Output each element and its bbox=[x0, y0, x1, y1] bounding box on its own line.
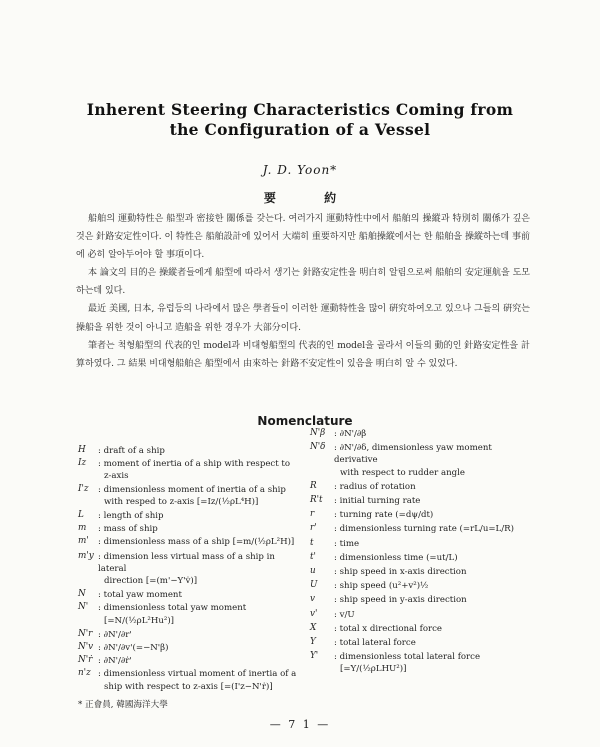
nomenclature-left-column bbox=[78, 445, 303, 694]
nomenclature-definition bbox=[334, 580, 535, 592]
definition-line: : dimensionless mass of a ship [=m/(½ρL²H)] bbox=[98, 537, 295, 548]
nomenclature-definition bbox=[334, 566, 535, 578]
nomenclature-entry bbox=[78, 589, 303, 601]
definition-line: : ∂N'/∂ṙ' bbox=[98, 656, 132, 667]
definition-line: [=Y/(½ρLHU²)] bbox=[340, 664, 407, 675]
nomenclature-entry bbox=[78, 458, 303, 482]
nomenclature-entry bbox=[78, 629, 303, 641]
definition-line: : radius of rotation bbox=[334, 481, 416, 492]
definition-line: with resped to z-axis [=Iz/(½ρL⁴H)] bbox=[104, 496, 259, 507]
nomenclature-symbol: N'r bbox=[78, 628, 93, 639]
page-number: — 7 1 — bbox=[269, 718, 331, 731]
paper-title-line-2: the Configuration of a Vessel bbox=[169, 120, 431, 139]
nomenclature-definition bbox=[334, 428, 535, 440]
nomenclature-definition bbox=[334, 651, 535, 675]
definition-line: : total x directional force bbox=[334, 623, 443, 634]
nomenclature-symbol: v' bbox=[310, 608, 318, 619]
nomenclature-definition bbox=[98, 536, 303, 548]
nomenclature-symbol: Y bbox=[310, 637, 316, 648]
nomenclature-definition bbox=[98, 445, 303, 457]
definition-line: : dimensionless time (=ut/L) bbox=[334, 552, 458, 563]
nomenclature-symbol: H bbox=[78, 445, 86, 455]
definition-line: : time bbox=[334, 538, 360, 549]
abstract-paragraph: 本 論文의 目的은 操縱者들에게 船型에 따라서 생기는 針路安定性을 明白히 알림으로써 船舶의 安定運航을 도모하는데 있다. bbox=[76, 268, 530, 297]
nomenclature-definition bbox=[98, 589, 303, 601]
nomenclature-symbol: r' bbox=[310, 523, 317, 534]
definition-line: : mass of ship bbox=[98, 524, 158, 535]
nomenclature-definition bbox=[334, 481, 535, 493]
definition-line: z-axis bbox=[104, 471, 129, 482]
nomenclature-definition bbox=[98, 655, 303, 667]
nomenclature-definition bbox=[98, 642, 303, 654]
nomenclature-symbol: N' bbox=[78, 602, 89, 613]
definition-line: : initial turning rate bbox=[334, 496, 421, 507]
definition-line: : draft of a ship bbox=[98, 446, 165, 456]
nomenclature-entry bbox=[310, 509, 535, 521]
nomenclature-entry bbox=[78, 523, 303, 535]
definition-line: : dimensionless total yaw moment bbox=[98, 603, 247, 614]
nomenclature-right-column bbox=[310, 428, 535, 678]
definition-line: : ship speed in y-axis direction bbox=[334, 595, 467, 606]
definition-line: : total yaw moment bbox=[98, 590, 182, 601]
nomenclature-definition bbox=[334, 552, 535, 564]
nomenclature-entry bbox=[310, 481, 535, 493]
nomenclature-symbol: L bbox=[78, 510, 84, 521]
definition-line: : length of ship bbox=[98, 511, 164, 522]
nomenclature-symbol: v bbox=[310, 594, 315, 605]
nomenclature-symbol: N bbox=[78, 589, 86, 600]
nomenclature-entry bbox=[310, 442, 535, 479]
nomenclature-definition bbox=[334, 609, 535, 621]
nomenclature-entry bbox=[78, 510, 303, 522]
author-affiliation-footnote: * 正會員, 韓國海洋大學 bbox=[78, 700, 168, 710]
definition-line: : ∂N'/∂β bbox=[334, 429, 367, 439]
abstract-body bbox=[76, 210, 530, 373]
author-name: J. D. Yoon* bbox=[262, 163, 338, 177]
nomenclature-definition bbox=[98, 551, 303, 588]
nomenclature-definition bbox=[98, 510, 303, 522]
definition-line: : dimensionless turning rate (=rL/u=L/R) bbox=[334, 524, 514, 535]
abstract-paragraph: 筆者는 척형船型의 代表的인 model과 비대형船型의 代表的인 model을 골라서 이들의 動的인 針路安定性을 計算하였다. 그 結果 비대형船舶은 船型에서 由來하는 針路不安定性이 있음을 明白히 알 수 있었다. bbox=[76, 340, 530, 369]
definition-line: : ship speed (u²+v²)½ bbox=[334, 581, 429, 592]
nomenclature-definition bbox=[334, 594, 535, 606]
nomenclature-definition bbox=[98, 484, 303, 508]
definition-line: : dimension less virtual mass of a ship in lateral bbox=[98, 551, 275, 574]
definition-line: ship with respect to z-axis [=(I'z−N'ṙ)] bbox=[104, 681, 273, 692]
nomenclature-entry bbox=[310, 623, 535, 635]
nomenclature-entry bbox=[310, 594, 535, 606]
nomenclature-heading: Nomenclature bbox=[257, 414, 353, 428]
nomenclature-symbol: R't bbox=[310, 495, 323, 506]
nomenclature-symbol: t bbox=[310, 537, 314, 548]
nomenclature-definition bbox=[98, 602, 303, 626]
nomenclature-entry bbox=[310, 651, 535, 675]
definition-line: : ∂N'/∂r' bbox=[98, 629, 132, 640]
definition-line: : v/U bbox=[334, 609, 355, 620]
nomenclature-entry bbox=[78, 668, 303, 692]
nomenclature-entry bbox=[78, 602, 303, 626]
nomenclature-definition bbox=[334, 623, 535, 635]
nomenclature-entry bbox=[78, 484, 303, 508]
nomenclature-symbol: t' bbox=[310, 551, 316, 562]
nomenclature-symbol: u bbox=[310, 566, 316, 577]
nomenclature-entry bbox=[310, 538, 535, 550]
abstract-paragraph: 船舶의 運動特性은 船型과 密接한 關係를 갖는다. 여러가지 運動特性中에서 船舶의 操縱과 特別히 關係가 깊은 것은 針路安定性이다. 이 特性은 船舶設計에 있어서 大端히 重要하지만 船舶操縱에서는 한 船舶을 操縱하는데 事前에 必히 알아두어야 할 事項이다. bbox=[76, 214, 530, 261]
nomenclature-symbol: m bbox=[78, 523, 87, 534]
nomenclature-symbol: N'v bbox=[78, 642, 94, 653]
nomenclature-definition bbox=[334, 523, 535, 535]
nomenclature-entry bbox=[310, 552, 535, 564]
nomenclature-entry bbox=[78, 642, 303, 654]
nomenclature-definition bbox=[334, 509, 535, 521]
nomenclature-symbol: m' bbox=[78, 536, 89, 547]
nomenclature-definition bbox=[98, 629, 303, 641]
definition-line: with respect to rudder angle bbox=[340, 467, 465, 478]
nomenclature-entry bbox=[310, 428, 535, 440]
nomenclature-definition bbox=[98, 523, 303, 535]
nomenclature-entry bbox=[310, 609, 535, 621]
nomenclature-entry bbox=[78, 655, 303, 667]
nomenclature-symbol: n'z bbox=[78, 668, 91, 679]
definition-line: : dimensionless moment of inertia of a ship bbox=[98, 484, 286, 495]
nomenclature-symbol: R bbox=[310, 480, 317, 491]
definition-line: : turning rate (=dψ/dt) bbox=[334, 510, 434, 521]
nomenclature-entry bbox=[310, 580, 535, 592]
definition-line: : total lateral force bbox=[334, 638, 416, 649]
nomenclature-entry bbox=[78, 536, 303, 548]
nomenclature-symbol: m'y bbox=[78, 550, 94, 561]
nomenclature-entry bbox=[310, 523, 535, 535]
definition-line: : dimensionless virtual moment of inertia of a bbox=[98, 669, 297, 680]
nomenclature-definition bbox=[334, 538, 535, 550]
nomenclature-definition bbox=[334, 637, 535, 649]
nomenclature-symbol: r bbox=[310, 509, 315, 520]
definition-line: : ∂N'/∂v'(=−N'β) bbox=[98, 643, 169, 654]
definition-line: [=N/(½ρL²Hu²)] bbox=[104, 615, 175, 626]
definition-line: : moment of inertia of a ship with respect to bbox=[98, 459, 291, 470]
nomenclature-symbol: X bbox=[310, 622, 317, 633]
nomenclature-entry bbox=[78, 551, 303, 588]
nomenclature-symbol: N'ṙ bbox=[78, 655, 93, 666]
nomenclature-symbol: N'β bbox=[310, 428, 326, 438]
nomenclature-entry bbox=[310, 495, 535, 507]
nomenclature-definition bbox=[334, 442, 535, 479]
nomenclature-symbol: I'z bbox=[78, 483, 89, 494]
abstract-paragraph: 最近 美國, 日本, 유럽등의 나라에서 많은 學者들이 이러한 運動特性을 많이 硏究하여오고 있으나 그들의 硏究는 操船을 위한 것이 아니고 造船을 위한 경우가 大部分이다. bbox=[76, 304, 530, 333]
paper-title-line-1: Inherent Steering Characteristics Coming from bbox=[86, 100, 514, 119]
definition-line: direction [=(m'−Y'v̇)] bbox=[104, 576, 198, 587]
nomenclature-symbol: Y' bbox=[310, 651, 319, 662]
nomenclature-symbol: Iz bbox=[78, 458, 87, 469]
nomenclature-definition bbox=[98, 458, 303, 482]
definition-line: : ship speed in x-axis direction bbox=[334, 567, 467, 578]
nomenclature-symbol: N'δ bbox=[310, 442, 326, 453]
nomenclature-definition bbox=[98, 668, 303, 692]
nomenclature-entry bbox=[310, 637, 535, 649]
definition-line: : dimensionless total lateral force bbox=[334, 652, 481, 663]
nomenclature-entry bbox=[310, 566, 535, 578]
definition-line: : ∂N'/∂δ, dimensionless yaw moment derivative bbox=[334, 443, 492, 466]
nomenclature-symbol: U bbox=[310, 580, 318, 591]
nomenclature-entry bbox=[78, 445, 303, 457]
abstract-heading: 要 約 bbox=[263, 191, 359, 205]
nomenclature-definition bbox=[334, 495, 535, 507]
